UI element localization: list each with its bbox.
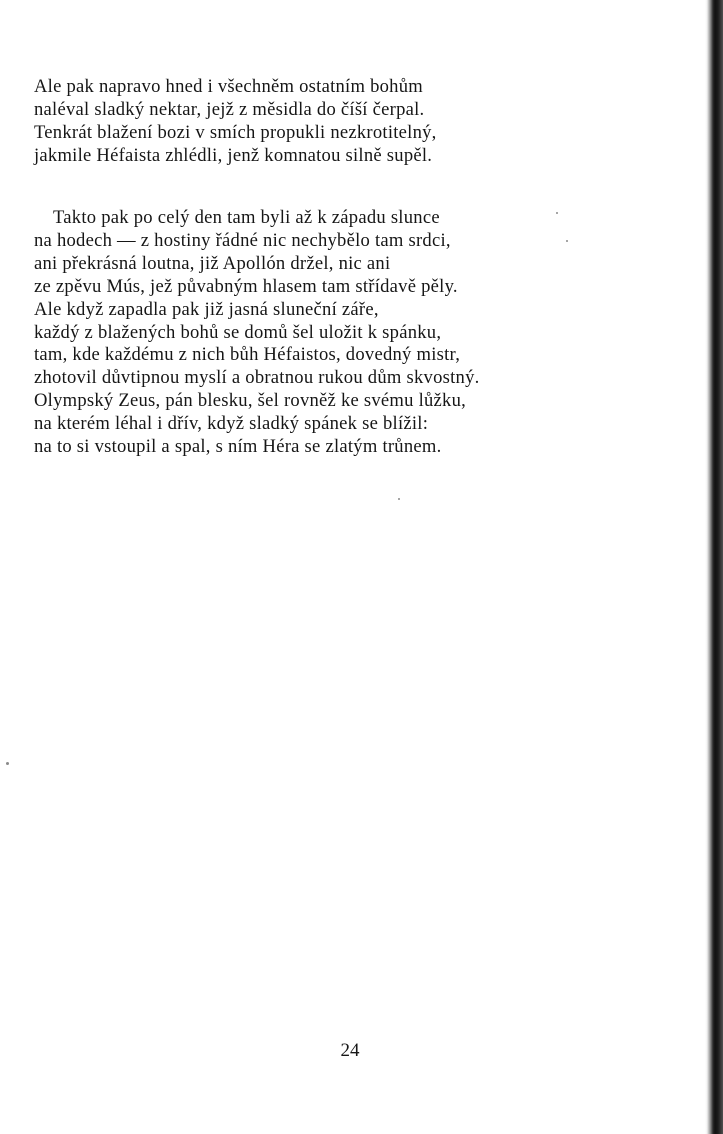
page-number: 24: [340, 1040, 360, 1061]
verse-line: naléval sladký nektar, jejž z měsidla do číší čerpal.: [34, 98, 425, 120]
stanza-1: [34, 76, 437, 168]
verse-line: Olympský Zeus, pán blesku, šel rovněž ke svému lůžku,: [34, 390, 467, 412]
paper-speck: [556, 212, 558, 214]
verse-line: Tenkrát blažení bozi v smích propukli nezkrotitelný,: [34, 121, 437, 143]
paper-speck: [566, 240, 568, 242]
verse-line: na hodech — z hostiny řádné nic nechybělo tam srdci,: [34, 229, 451, 251]
verse-line: každý z blažených bohů se domů šel uložit k spánku,: [34, 321, 442, 343]
verse-line: zhotovil důvtipnou myslí a obratnou rukou dům skvostný.: [34, 367, 480, 389]
verse-line: ani překrásná loutna, již Apollón držel, nic ani: [34, 252, 391, 274]
stanza-2: [34, 207, 480, 459]
verse-line: jakmile Héfaista zhlédli, jenž komnatou silně supěl.: [34, 144, 433, 166]
paper-speck: [6, 762, 9, 765]
verse-line: na to si vstoupil a spal, s ním Héra se zlatým trůnem.: [34, 436, 442, 458]
verse-line-indented: Takto pak po celý den tam byli až k západu slunce: [53, 207, 440, 228]
paper-speck: [398, 498, 400, 500]
verse-line: na kterém léhal i dřív, když sladký spánek se blížil:: [34, 413, 429, 435]
verse-line: ze zpěvu Mús, jež půvabným hlasem tam střídavě pěly.: [34, 275, 458, 297]
verse-line: tam, kde každému z nich bůh Héfaistos, dovedný mistr,: [34, 344, 461, 366]
verse-line: Ale pak napravo hned i všechněm ostatním bohům: [34, 76, 423, 97]
verse-line: Ale když zapadla pak již jasná sluneční záře,: [34, 298, 379, 320]
book-binding-edge: [705, 0, 723, 1134]
